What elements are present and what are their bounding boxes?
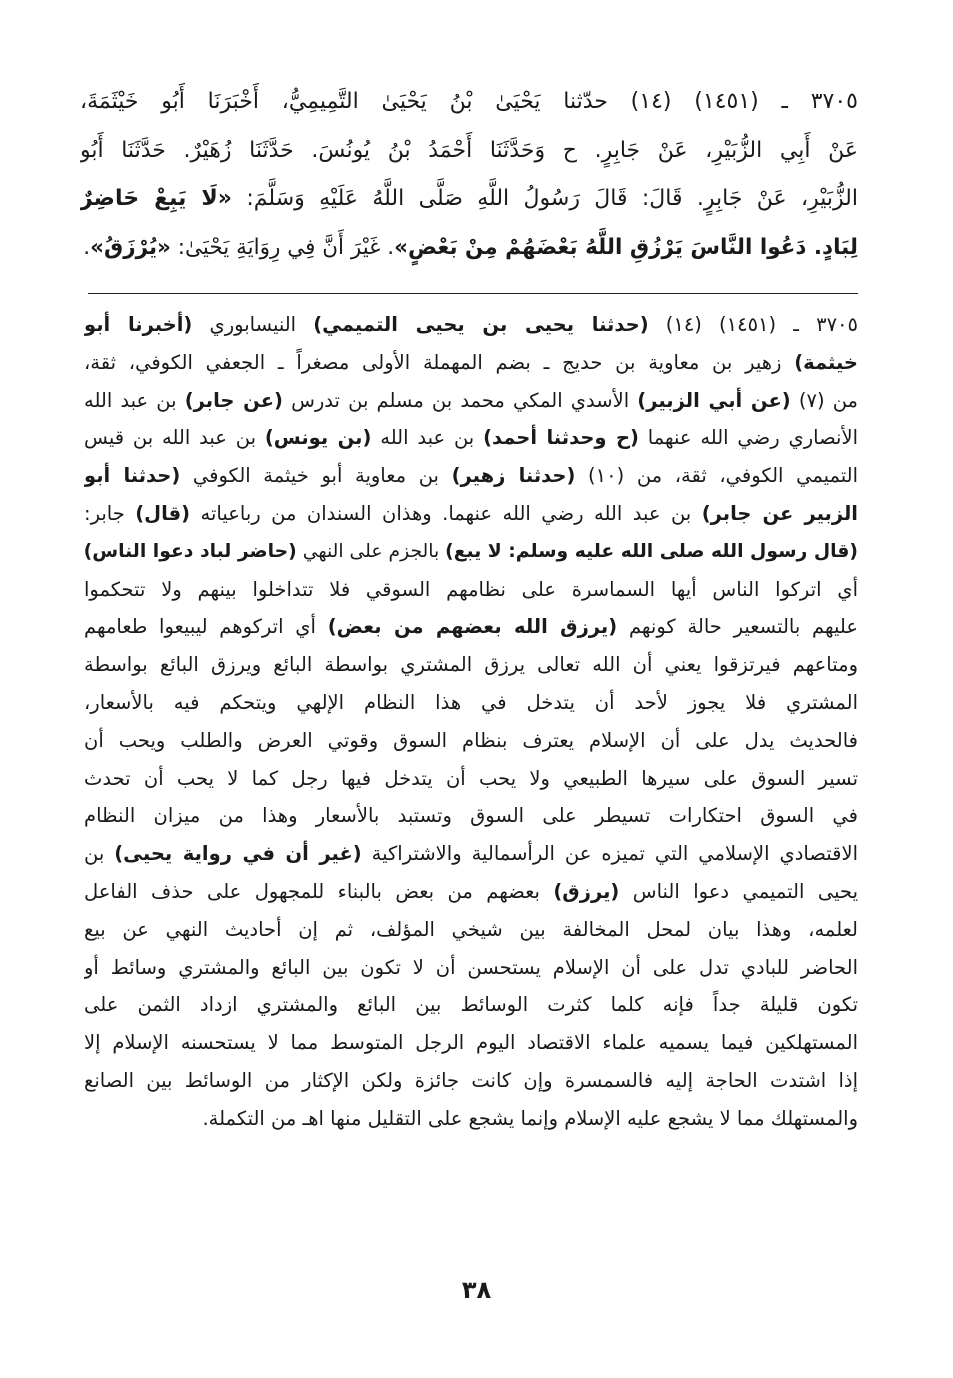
commentary-line: إذا اشتدت الحاجة إليه فالسمسرة وإن كانت جائزة ولكن الإكثار من الوسائط بين الصانع [84,1068,858,1092]
commentary-line: من (٧) (عن أبي الزبير) الأسدي المكي محمد بن مسلم بن تدرس (عن جابر) بن عبد الله [84,388,858,412]
commentary-line: (قال رسول الله صلى الله عليه وسلم: لا يبع) بالجزم على النهي (حاضر لباد دعوا الناس) [84,540,858,562]
commentary-line: خيثمة) زهير بن معاوية بن حديج ـ بضم المهملة الأولى مصغراً ـ الجعفي الكوفي، ثقة، [84,350,858,374]
page-number: ٣٨ [461,1276,492,1304]
commentary-line: تسير السوق على سيرها الطبيعي ولا يحب أن يتدخل فيها رجل كما لا يحب أن تحدث [84,766,858,790]
commentary-line: ومتاعهم فيرتزقوا يعني أن الله تعالى يرزق المشتري بواسطة البائع ويرزق البائع بواسطة [84,653,858,677]
hadith-line-2: عَنْ أَبِي الزُّبَيْرِ، عَنْ جَابِرٍ. ح وَحَدَّثَنَا أَحْمَدُ بْنُ يُونُسَ. حَدَّثَنَا زُهَيْرٌ. حَدَّثَنَا أَبُو [80,137,858,163]
commentary-line: والمستهلك مما لا يشجع عليه الإسلام وإنما يشجع على التقليل منها اهـ من التكملة. [202,1106,858,1130]
hadith-text [80,78,858,272]
commentary-line: الزبير عن جابر) بن عبد الله رضي الله عنهما. وهذان السندان من رباعياته (قال) جابر: [84,501,858,525]
commentary-line: الاقتصادي الإسلامي التي تميزه عن الرأسمالية والاشتراكية (غير أن في رواية يحيى) بن [84,842,858,866]
hadith-line-1: ٣٧٠٥ ـ (١٤٥١) (١٤) حدّثنا يَحْيَىٰ بْنُ يَحْيَىٰ التَّمِيمِيُّ، أَخْبَرَنَا أَبُو خَيْثَمَةَ، [80,89,858,114]
hadith-line-3: الزُّبَيْرِ، عَنْ جَابِرٍ. قَالَ: قَالَ رَسُولُ اللَّهِ صَلَّى اللَّهُ عَلَيْهِ وَسَلَّمَ: «لَا يَبِعْ حَاضِرٌ [80,186,858,211]
commentary-line: الأنصاري رضي الله عنهما (ح وحدثنا أحمد) بن عبد الله (بن يونس) بن عبد الله بن قيس [84,426,858,450]
commentary-line: ٣٧٠٥ ـ (١٤٥١) (١٤) (حدثنا يحيى بن يحيى التميمي) النيسابوري (أخبرنا أبو [84,313,858,336]
commentary-line: فالحديث يدل على أن الإسلام يعترف بنظام السوق وقوتي العرض والطلب ويحب أن [84,728,858,752]
commentary-text [84,306,858,1138]
commentary-line: الحاضر للبادي تدل على أن الإسلام يستحسن أن لا تكون بين البائع والمشتري وسائط أو [84,955,858,979]
commentary-line: التميمي الكوفي، ثقة، من (١٠) (حدثنا زهير) بن معاوية أبو خيثمة الكوفي (حدثنا أبو [84,464,858,488]
commentary-line: أي اتركوا الناس أيها السماسرة على نظامهم السوقي فلا تتداخلوا بينهم ولا تتحكموا [84,577,858,601]
footnote-separator [88,293,858,294]
commentary-line: عليهم بالتسعير حالة كونهم (يرزق الله بعضهم من بعض) أي اتركوهم ليبيعوا طعامهم [84,615,858,639]
commentary-line: في السوق احتكارات تسيطر على السوق وتستبد بالأسعار وهذا من ميزان النظام [84,804,858,828]
commentary-line: لعلمه، وهذا بيان لمحل المخالفة بين شيخي المؤلف، ثم إن أحاديث النهي عن بيع [84,917,858,941]
commentary-line: يحيى التميمي دعوا الناس (يرزق) بعضهم من بعض بالبناء للمجهول على حذف الفاعل [84,879,858,903]
commentary-line: المشتري فلا يجوز لأحد أن يتدخل في هذا النظام الإلهي ويتحكم فيه بالأسعار، [84,690,858,714]
commentary-line: المستهلكين فيما يسميه علماء الاقتصاد اليوم الرجل المتوسط مما لا يستحسنه الإسلام إلا [84,1031,858,1055]
commentary-line: تكون قليلة جداً فإنه كلما كثرت الوسائط بين البائع والمشتري ازداد الثمن على [84,993,858,1017]
hadith-line-4: لِبَادٍ. دَعُوا النَّاسَ يَرْزُقِ اللَّهُ بَعْضَهُمْ مِنْ بَعْضٍ». غَيْرَ أَنَّ فِي رِوَايَةِ يَحْيَىٰ: «يُرْزَقُ». [83,234,858,260]
